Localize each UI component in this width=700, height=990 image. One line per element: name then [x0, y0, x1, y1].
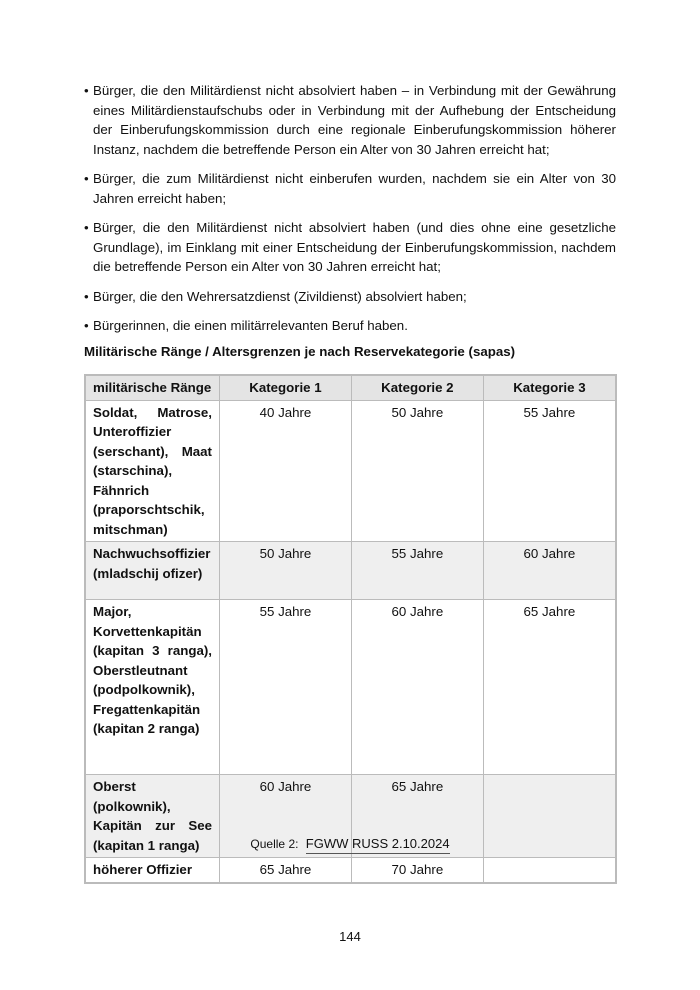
- rank-cell: Oberst (polkownik), Kapitän zur See (kapitan 1 ranga): [85, 775, 220, 858]
- bullet: •: [84, 83, 89, 98]
- bullet: •: [84, 318, 89, 333]
- page-number: 144: [339, 929, 361, 944]
- table-header-row: [85, 375, 616, 400]
- header-category-3: Kategorie 3: [483, 375, 616, 400]
- rank-cell: höherer Offizier: [85, 858, 220, 883]
- value-cell: 70 Jahre: [351, 858, 483, 883]
- value-cell: 65 Jahre: [220, 858, 352, 883]
- list-item-text: Bürger, die den Wehrersatzdienst (Zivildienst) absolviert haben;: [93, 288, 467, 304]
- value-cell: 50 Jahre: [220, 542, 352, 600]
- ranks-age-table: [84, 374, 617, 884]
- value-cell: 65 Jahre: [351, 775, 483, 858]
- eligibility-list: [84, 81, 616, 346]
- list-item-text: Bürger, die den Militärdienst nicht absolviert haben – in Verbindung mit der Gewährung eines Militärdienstaufschubs oder in Verbindung mit der Aufhebung der Entscheidung der Einberufungskommission durch eine regionale Einberufungskommission höherer Instanz, nachdem die betreffende Person ein Alter von 30 Jahren erreicht hat;: [93, 83, 616, 157]
- value-cell: 60 Jahre: [483, 542, 616, 600]
- value-cell: 65 Jahre: [483, 600, 616, 775]
- list-item-text: Bürger, die den Militärdienst nicht absolviert haben (und dies ohne eine gesetzliche Grundlage), im Einklang mit einer Entscheidung der Einberufungskommission, nachdem die betreffende Person ein Alter von 30 Jahren erreicht hat;: [93, 220, 616, 274]
- list-item: [84, 169, 616, 208]
- bullet: •: [84, 220, 89, 235]
- rank-cell: Major, Korvettenkapitän (kapitan 3 ranga), Oberstleutnant (podpolkownik), Fregattenkapitän (kapitan 2 ranga): [85, 600, 220, 775]
- list-item: [84, 316, 616, 336]
- table-heading: Militärische Ränge / Altersgrenzen je nach Reservekategorie (sapas): [84, 344, 516, 359]
- list-item: [84, 287, 616, 307]
- header-category-2: Kategorie 2: [351, 375, 483, 400]
- header-category-1: Kategorie 1: [220, 375, 352, 400]
- source-caption: [0, 836, 700, 854]
- bullet: •: [84, 288, 89, 304]
- list-item-text: Bürger, die zum Militärdienst nicht einberufen wurden, nachdem sie ein Alter von 30 Jahren erreicht haben;: [93, 171, 616, 206]
- rank-cell: Nachwuchsoffizier (mladschij ofizer): [85, 542, 220, 600]
- source-link[interactable]: FGWW RUSS 2.10.2024: [306, 836, 450, 854]
- value-cell: 55 Jahre: [483, 400, 616, 542]
- table-row: [85, 542, 616, 600]
- header-ranks: militärische Ränge: [85, 375, 220, 400]
- list-item: [84, 218, 616, 277]
- bullet: •: [84, 171, 89, 186]
- value-cell: 55 Jahre: [351, 542, 483, 600]
- source-label: Quelle 2:: [250, 837, 299, 851]
- list-item: [84, 81, 616, 159]
- table-row: [85, 400, 616, 542]
- table-row: [85, 858, 616, 883]
- list-item-text: Bürgerinnen, die einen militärrelevanten Beruf haben.: [93, 318, 408, 333]
- table-row: [85, 600, 616, 775]
- value-cell: [483, 858, 616, 883]
- value-cell: 60 Jahre: [351, 600, 483, 775]
- value-cell: 60 Jahre: [220, 775, 352, 858]
- rank-cell: Soldat, Matrose, Unteroffizier (serschant), Maat (starschina), Fähnrich (praporschtschik, mitschman): [85, 400, 220, 542]
- value-cell: 40 Jahre: [220, 400, 352, 542]
- value-cell: 50 Jahre: [351, 400, 483, 542]
- value-cell: 55 Jahre: [220, 600, 352, 775]
